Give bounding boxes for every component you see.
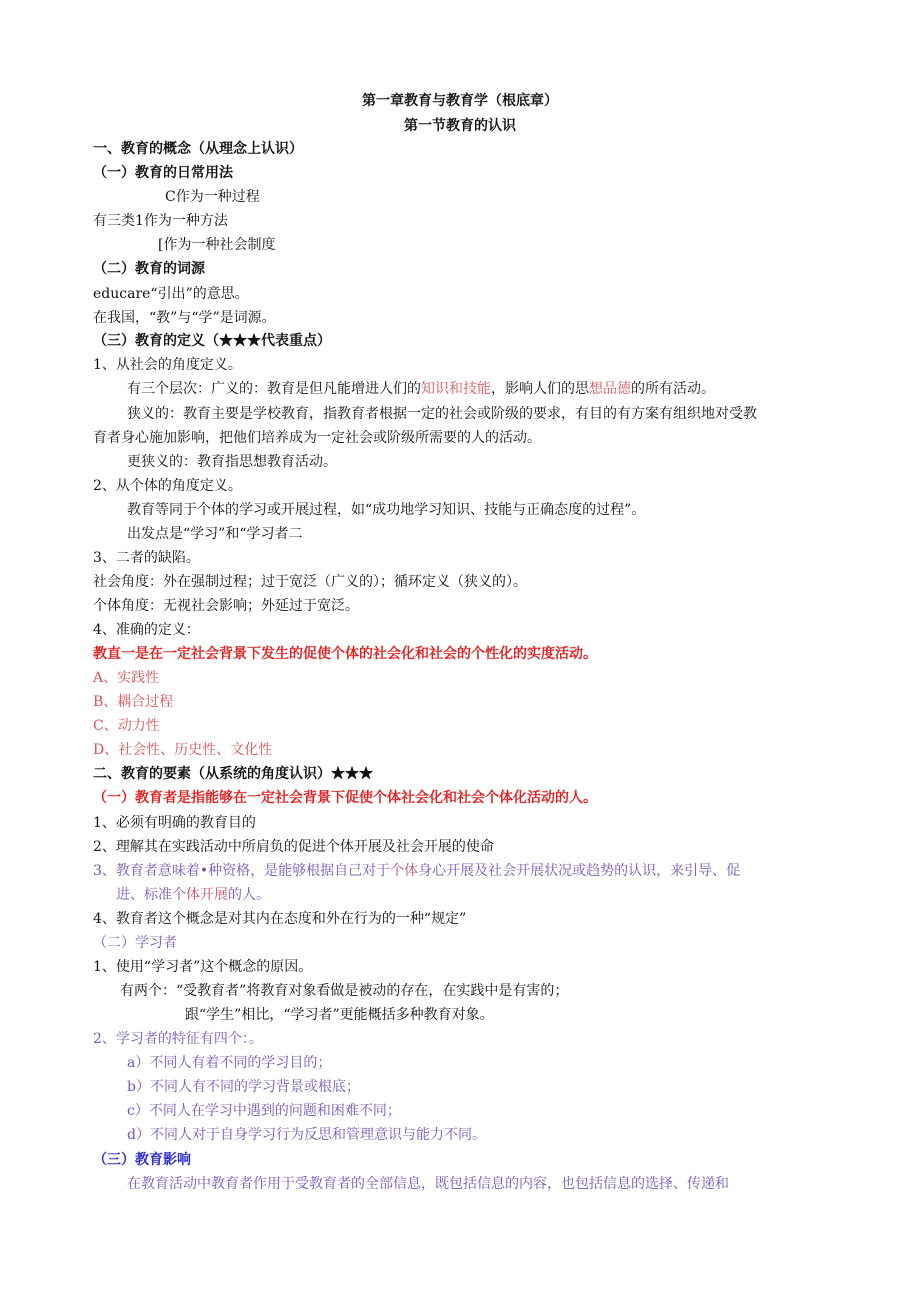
defect-individual: 个体角度：无视社会影响；外延过于宽泛。	[93, 598, 359, 614]
usage-method: 有三类1作为一种方法	[93, 213, 228, 229]
subheading-definition: （三）教育的定义（★★★代表重点）	[93, 333, 331, 349]
learner-feature-d: d）不同人对于自身学习行为反思和管理意识与能力不同。	[127, 1127, 486, 1143]
def-narrow: 狭义的：教育主要是学校教育，指教育者根据一定的社会或阶级的要求，有目的有方案有组织地对受教	[127, 406, 757, 422]
def-defects: 3、二者的缺陷。	[93, 550, 200, 566]
defect-social: 社会角度：外在强制过程；过于宽泛（广义的）；循环定义（狭义的）。	[93, 574, 527, 590]
learner-feature-c: c）不同人在学习中遇到的问题和困难不同；	[127, 1103, 401, 1119]
section-title: 第一节教育的认识	[404, 118, 516, 134]
educator-point-2: 2、理解其在实践活动中所肩负的促进个体开展及社会开展的使命	[93, 839, 494, 855]
educator-definition: （一）教育者是指能够在一定社会背景下促使个体社会化和社会个体化活动的人。	[93, 790, 597, 806]
educator-point-1: 1、必须有明确的教育目的	[93, 815, 256, 831]
def-narrow-cont: 育者身心施加影响，把他们培养成为一定社会或阶级所需要的人的活动。	[93, 430, 541, 446]
heading-elements: 二、教育的要素（从系统的角度认识）★★★	[93, 766, 373, 782]
learner-reason-1: 有两个：“受教育者”将教育对象看做是被动的存在，在实践中是有害的；	[120, 983, 569, 999]
learner-reason-2: 跟“学生”相比，“学习者”更能概括多种教育对象。	[185, 1007, 494, 1023]
def-accurate: 4、准确的定义：	[93, 622, 200, 638]
def-broad: 有三个层次：广义的：教育是但凡能增进人们的知识和技能，影响人们的思想品德的所有活动。	[127, 381, 715, 397]
etymology-china: 在我国，“教”与“学”是词源。	[93, 310, 276, 326]
feature-b: B、耦合过程	[93, 694, 174, 710]
def-individual-desc: 教育等同于个体的学习或开展过程，如“成功地学习知识、技能与正确态度的过程”。	[127, 502, 646, 518]
subheading-learner: （二）学习者	[93, 935, 177, 951]
subheading-etymology: （二）教育的词源	[93, 261, 205, 277]
learner-feature-b: b）不同人有不同的学习背景或根底；	[127, 1079, 360, 1095]
etymology-educare: educare“引出”的意思。	[93, 286, 249, 302]
learner-feature-a: a）不同人有着不同的学习目的；	[127, 1055, 332, 1071]
def-individual-angle: 2、从个体的角度定义。	[93, 478, 242, 494]
def-starting-point: 出发点是“学习”和“学习者二	[127, 526, 303, 542]
learner-reason: 1、使用“学习者”这个概念的原因。	[93, 959, 313, 975]
accurate-definition: 教直一是在一定社会背景下发生的促使个体的社会化和社会的个性化的实度活动。	[93, 646, 597, 662]
usage-process: C作为一种过程	[165, 189, 260, 205]
subheading-daily-usage: （一）教育的日常用法	[93, 165, 233, 181]
def-social-angle: 1、从社会的角度定义。	[93, 357, 242, 373]
educator-point-3-cont: 进、标准个体开展的人。	[116, 887, 270, 903]
usage-system: [作为一种社会制度	[158, 237, 276, 253]
feature-d: D、社会性、历史性、文化性	[93, 742, 273, 758]
learner-features: 2、学习者的特征有四个：。	[93, 1031, 263, 1047]
feature-a: A、实践性	[93, 670, 160, 686]
educator-point-4: 4、教育者这个概念是对其内在态度和外在行为的一种“规定”	[93, 911, 467, 927]
heading-concept: 一、教育的概念（从理念上认识）	[93, 141, 303, 157]
chapter-title: 第一章教育与教育学（根底章）	[362, 93, 558, 109]
influence-desc: 在教育活动中教育者作用于受教育者的全部信息，既包括信息的内容，也包括信息的选择、传递和	[127, 1176, 729, 1192]
subheading-influence: （三）教育影响	[93, 1152, 191, 1168]
educator-point-3: 3、教育者意味着•种资格，是能够根据自己对于个体身心开展及社会开展状况或趋势的认识，来引导、促	[93, 863, 741, 879]
feature-c: C、动力性	[93, 718, 160, 734]
def-narrower: 更狭义的：教育指思想教育活动。	[127, 454, 337, 470]
